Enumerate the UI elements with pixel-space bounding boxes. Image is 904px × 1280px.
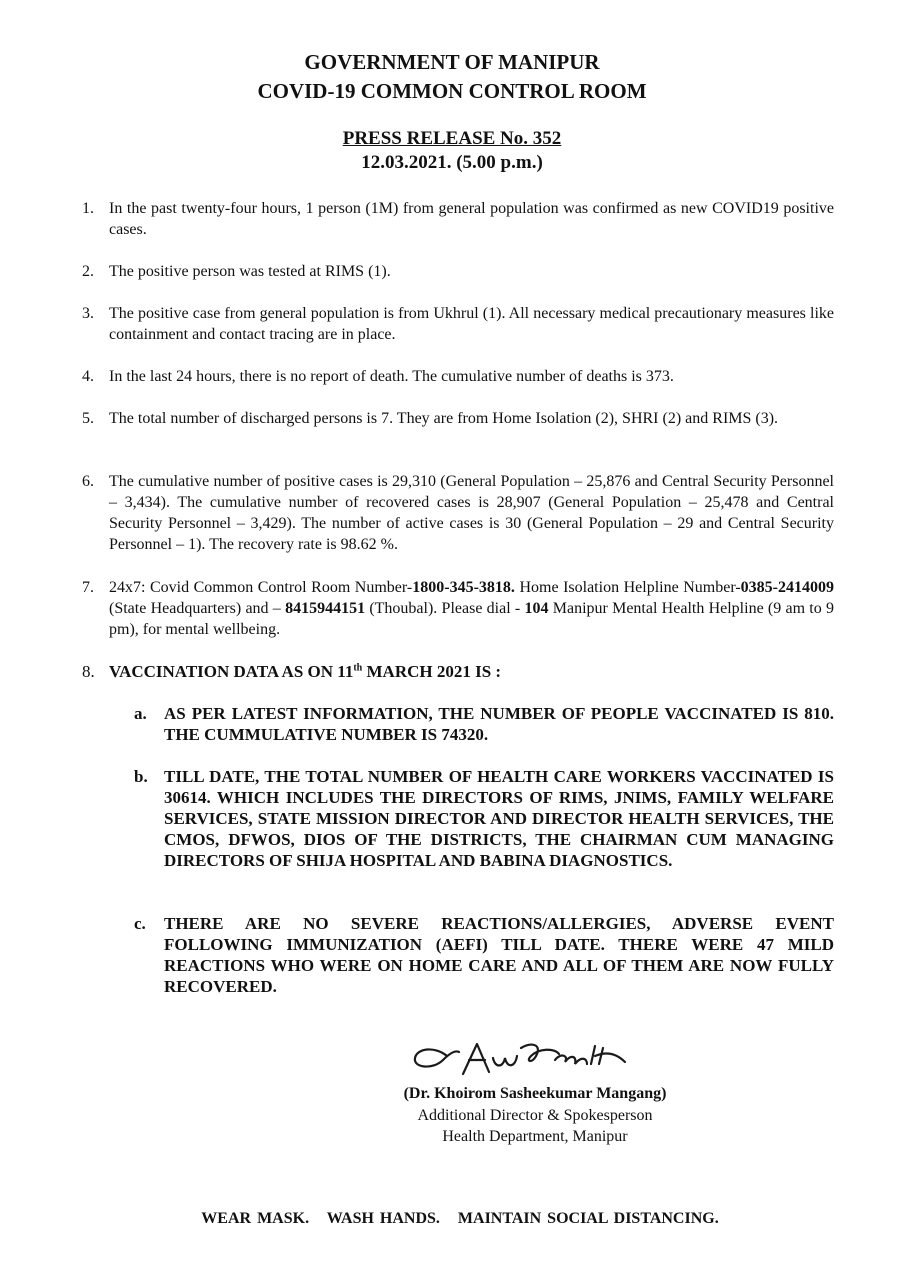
item-text: The total number of discharged persons is 7. They are from Home Isolation (2), SHRI (2) and RIMS (3). — [109, 410, 779, 427]
list-item-7 — [78, 577, 834, 640]
signatory-designation: Additional Director & Spokesperson — [417, 1107, 653, 1124]
item-text: The cumulative number of positive cases is 29,310 (General Population – 25,876 and Central Security Personnel – 3,434). The cumulative number of recovered cases is 28,907 (General Population – 25,478 and Central Security Personnel – 3,429). The number of active cases is 30 (General Population – 29 and Central Security Personnel – 1). The recovery rate is 98.62 %. — [109, 473, 834, 553]
mental-health-number: 104 — [524, 600, 549, 617]
footer-slogan: WEAR MASK. WASH HANDS. MAINTAIN SOCIAL DISTANCING. — [201, 1210, 719, 1227]
item-text: THERE ARE NO SEVERE REACTIONS/ALLERGIES, ADVERSE EVENT FOLLOWING IMMUNIZATION (AEFI) TILL DATE. THERE WERE 47 MILD REACTIONS WHO WERE ON HOME CARE AND ALL OF THEM ARE NOW FULLY RECOVERED. — [164, 914, 834, 996]
header-government: GOVERNMENT OF MANIPUR — [304, 50, 600, 74]
item-number: 7. — [82, 579, 94, 596]
control-room-number: 1800-345-3818. — [412, 579, 515, 596]
handwritten-signature — [405, 1034, 635, 1082]
list-item-2 — [78, 261, 834, 282]
item-text: In the past twenty-four hours, 1 person (1M) from general population was confirmed as new COVID19 positive cases. — [109, 200, 834, 238]
list-item-6 — [78, 471, 834, 555]
vaccination-item-a — [134, 703, 834, 745]
item-letter: c. — [134, 914, 146, 933]
list-item-8 — [78, 661, 834, 682]
item-number: 5. — [82, 410, 94, 427]
item-text: TILL DATE, THE TOTAL NUMBER OF HEALTH CARE WORKERS VACCINATED IS 30614. WHICH INCLUDES THE DIRECTORS OF RIMS, JNIMS, FAMILY WELFARE SERVICES, STATE MISSION DIRECTOR AND DIRECTOR HEALTH SERVICES, THE CMOS, DFWOS, DIOS OF THE DISTRICTS, THE CHAIRMAN CUM MANAGING DIRECTORS OF SHIJA HOSPITAL AND BABINA DIAGNOSTICS. — [164, 767, 834, 870]
item-letter: b. — [134, 767, 148, 786]
item-number: 4. — [82, 368, 94, 385]
release-heading — [0, 127, 904, 175]
helpline-hq-number: 0385-2414009 — [740, 579, 834, 596]
signatory-name: (Dr. Khoirom Sasheekumar Mangang) — [403, 1085, 667, 1102]
item-number: 3. — [82, 305, 94, 322]
item-text: AS PER LATEST INFORMATION, THE NUMBER OF PEOPLE VACCINATED IS 810. THE CUMMULATIVE NUMBER IS 74320. — [164, 704, 834, 744]
item-number: 8. — [82, 662, 95, 681]
vaccination-item-b — [134, 766, 834, 871]
list-item-3 — [78, 303, 834, 345]
list-item-4 — [78, 366, 834, 387]
item-text: The positive case from general population is from Ukhrul (1). All necessary medical precautionary measures like containment and contact tracing are in place. — [109, 305, 834, 343]
press-release-title: PRESS RELEASE No. 352 — [342, 128, 562, 149]
list-item-1 — [78, 198, 834, 240]
signatory-department: Health Department, Manipur — [442, 1128, 628, 1145]
item-number: 6. — [82, 473, 94, 490]
item-text: The positive person was tested at RIMS (1). — [109, 263, 391, 280]
item-letter: a. — [134, 704, 147, 723]
item-number: 2. — [82, 263, 94, 280]
helpline-thoubal-number: 8415944151 — [285, 600, 366, 617]
vaccination-item-c — [134, 913, 834, 997]
item-number: 1. — [82, 200, 94, 217]
document-header — [0, 48, 904, 106]
item-text: 24x7: Covid Common Control Room Number-1800-345-3818. Home Isolation Helpline Number-0385-2414009 (State Headquarters) and – 8415944151 (Thoubal). Please dial - 104 Manipur Mental Health Helpline (9 am to 9 pm), for mental wellbeing. — [109, 579, 835, 638]
item-text: In the last 24 hours, there is no report of death. The cumulative number of deaths is 373. — [109, 368, 674, 385]
list-item-5 — [78, 408, 834, 429]
vaccination-heading: VACCINATION DATA AS ON 11th MARCH 2021 IS : — [109, 662, 502, 681]
header-control-room: COVID-19 COMMON CONTROL ROOM — [257, 79, 647, 103]
release-date: 12.03.2021. (5.00 p.m.) — [361, 152, 543, 173]
